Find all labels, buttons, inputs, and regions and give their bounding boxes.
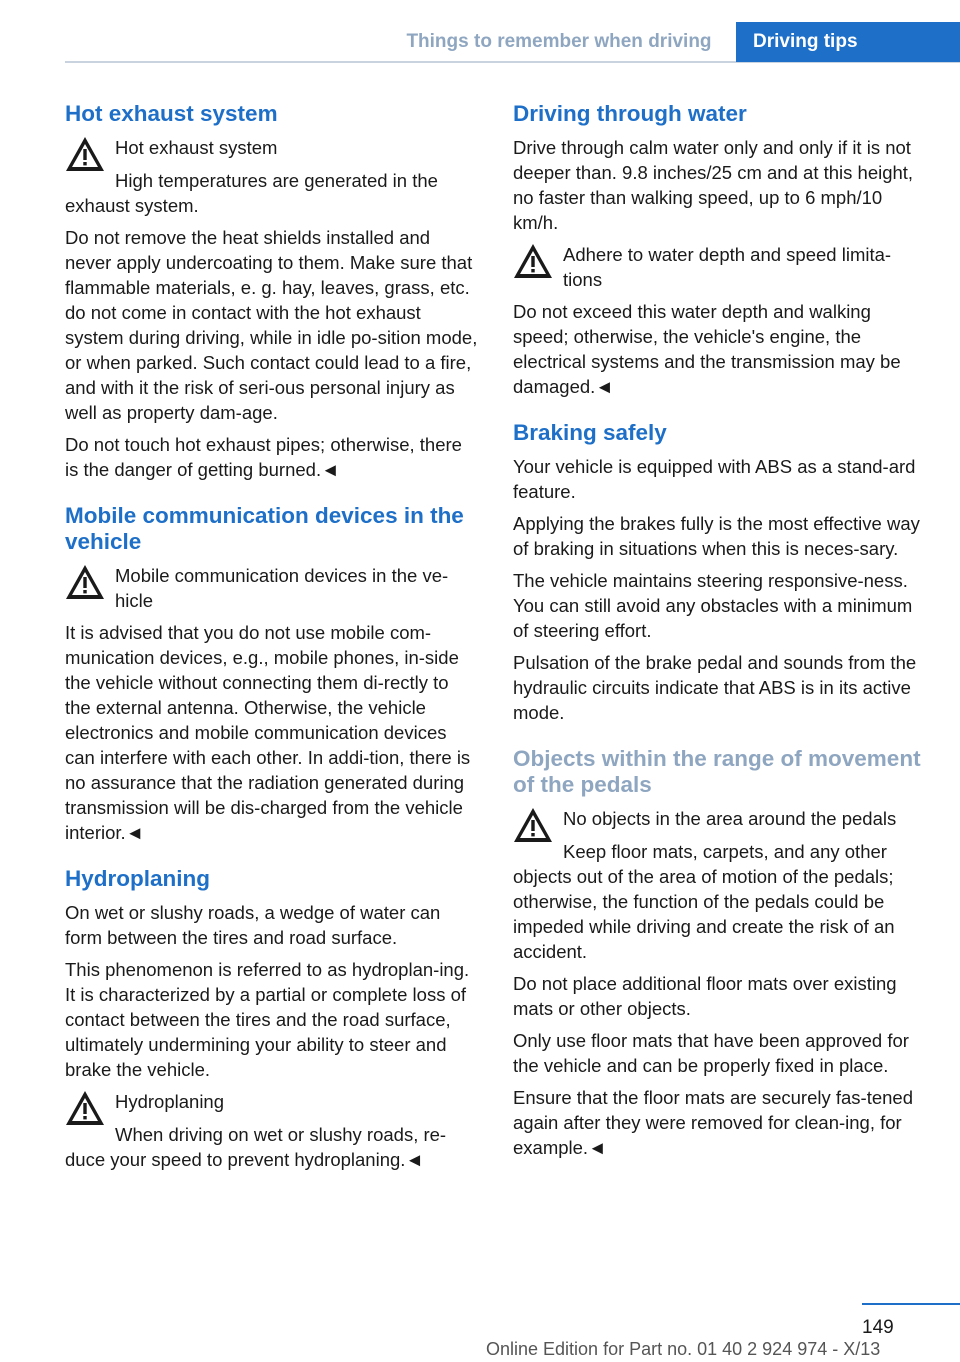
warning-triangle-icon: [513, 242, 553, 280]
paragraph: Drive through calm water only and only if it is not deeper than. 9.8 inches/25 cm and at this height, no faster than walking speed, up to 6 mph/10 km/h.: [513, 137, 914, 233]
warning-hot-exhaust: [65, 135, 478, 177]
warning-text: High temperatures are generated in the exhaust system.: [65, 170, 438, 216]
warning-triangle-icon: [65, 135, 105, 173]
heading-mobile-devices: Mobile communication devices in the vehicle: [65, 503, 464, 554]
paragraph: This phenomenon is referred to as hydroplan-ing. It is characterized by a partial or complete loss of contact between the tires and the road surface, ultimately undermining your ability to steer and brake the vehicle.: [65, 959, 470, 1080]
heading-driving-through-water: Driving through water: [513, 101, 747, 126]
paragraph: Your vehicle is equipped with ABS as a stand-ard feature.: [513, 456, 916, 502]
paragraph: It is advised that you do not use mobile com-munication devices, e.g., mobile phones, in-side the vehicle without connecting them di-rectly to the external antenna. Otherwise, the vehicle electronics and mobile communication devices can interfere with each other. In addi-tion, there is no assurance that the radiation generated during transmission will be dis-charged from the vehicle interior.◄: [65, 622, 471, 843]
warning-text: Keep floor mats, carpets, and any other objects out of the area of motion of the pedals; otherwise, the function of the pedals could be impeded while driving and create the risk of an accident.: [513, 841, 895, 962]
warning-triangle-icon: [65, 1089, 105, 1127]
warning-title: Hydroplaning: [115, 1091, 225, 1112]
left-column: [65, 101, 478, 1179]
edition-note: Online Edition for Part no. 01 40 2 924 974 - X/13: [486, 1339, 881, 1359]
paragraph: Do not place additional floor mats over existing mats or other objects.: [513, 973, 897, 1019]
warning-text: When driving on wet or slushy roads, re-duce your speed to prevent hydroplaning.◄: [65, 1124, 447, 1170]
paragraph: Do not exceed this water depth and walking speed; otherwise, the vehicle's engine, the electrical systems and the transmission may be damaged.◄: [513, 301, 901, 397]
footer-rule: [862, 1303, 960, 1305]
paragraph: Applying the brakes fully is the most effective way of braking in situations when this is neces-sary.: [513, 513, 920, 559]
paragraph: Do not remove the heat shields installed and never apply undercoating to them. Make sure that flammable materials, e. g. hay, leaves, grass, etc. do not come in contact with the hot exhaust system during driving, while in idle po-sition mode, or when parked. Such contact could lead to a fire, and with it the risk of seri-ous personal injury as well as property dam-age.: [65, 227, 478, 423]
paragraph: Pulsation of the brake pedal and sounds from the hydraulic circuits indicate that ABS is in its active mode.: [513, 652, 917, 723]
warning-pedals: [513, 806, 926, 848]
header-chapter-tab: Driving tips: [736, 22, 960, 62]
paragraph: On wet or slushy roads, a wedge of water can form between the tires and road surface.: [65, 902, 441, 948]
heading-braking-safely: Braking safely: [513, 420, 667, 445]
paragraph: Do not touch hot exhaust pipes; otherwise, there is the danger of getting burned.◄: [65, 434, 462, 480]
warning-title: Mobile communication devices in the ve-hicle: [115, 565, 449, 611]
heading-hot-exhaust: Hot exhaust system: [65, 101, 278, 126]
paragraph: The vehicle maintains steering responsive-ness. You can still avoid any obstacles with a minimum of steering effort.: [513, 570, 913, 641]
paragraph: Ensure that the floor mats are securely fas-tened again after they were removed for clean-ing, for example.◄: [513, 1087, 914, 1158]
warning-title: Adhere to water depth and speed limita-tions: [563, 244, 892, 290]
page-number: 149: [862, 1317, 894, 1338]
heading-objects-pedals: Objects within the range of movement of the pedals: [513, 746, 921, 797]
warning-triangle-icon: [513, 806, 553, 844]
paragraph: Only use floor mats that have been approved for the vehicle and can be properly fixed in place.: [513, 1030, 909, 1076]
warning-hydroplaning: [65, 1089, 478, 1131]
warning-title: No objects in the area around the pedals: [563, 808, 897, 829]
header-section-title: Things to remember when driving: [406, 31, 712, 52]
warning-title: Hot exhaust system: [115, 137, 278, 158]
right-column: [513, 101, 926, 1167]
warning-triangle-icon: [65, 563, 105, 601]
heading-hydroplaning: Hydroplaning: [65, 866, 210, 891]
warning-water-depth: [513, 242, 926, 292]
warning-mobile-devices: [65, 563, 478, 613]
